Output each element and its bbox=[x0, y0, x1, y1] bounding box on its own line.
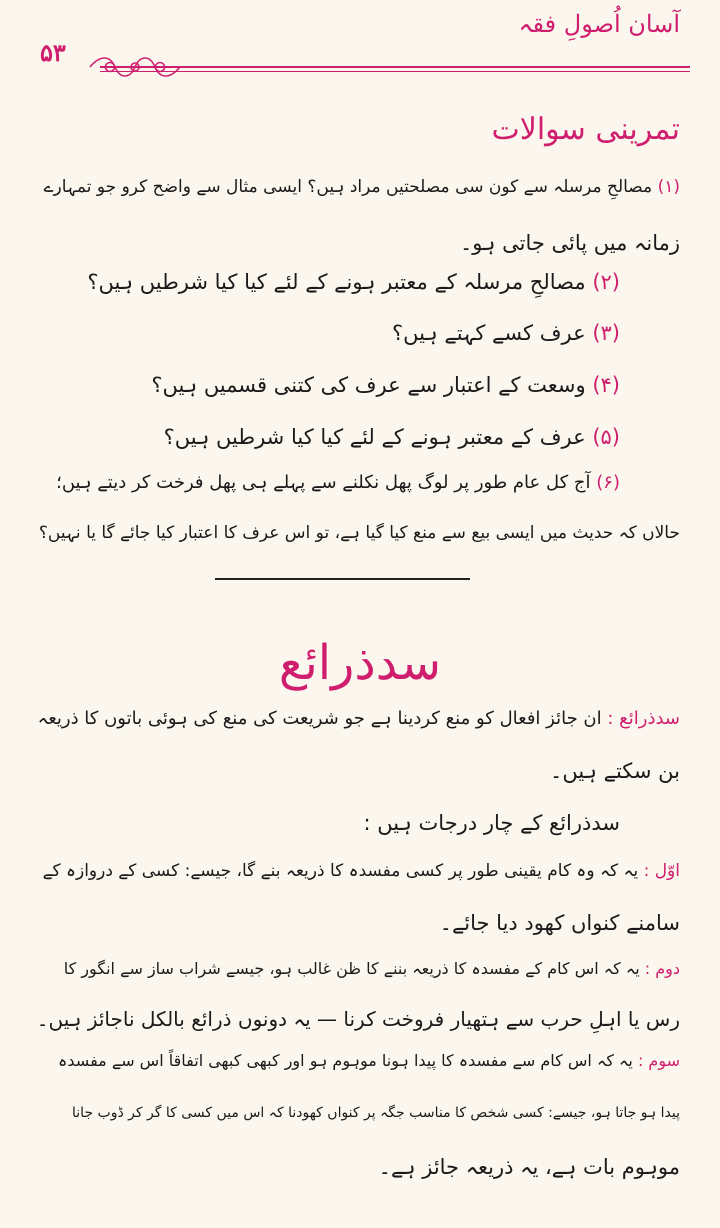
sadd-heading: سدذرائع bbox=[278, 635, 442, 691]
question-2 bbox=[36, 265, 620, 299]
question-6-line-1 bbox=[36, 466, 620, 500]
section-divider bbox=[215, 578, 470, 580]
third-level-line-2: پیدا ہو جاتا ہو، جیسے: کسی شخص کا مناسب جگہ پر کنواں کھودنا کہ اس میں کسی کا گر کر ڈوب جانا bbox=[72, 1105, 680, 1121]
question-6-number: (۶) bbox=[596, 472, 620, 493]
sadd-definition-label: سدذرائع : bbox=[607, 708, 680, 729]
first-level-text: یہ کہ وہ کام یقینی طور پر کسی مفسدہ کا ذریعہ بنے گا، جیسے: کسی کے دروازہ کے bbox=[42, 861, 639, 881]
third-level-line-3: موہوم بات ہے، یہ ذریعہ جائز ہے۔ bbox=[378, 1155, 680, 1179]
page-number: ۵۳ bbox=[40, 38, 66, 67]
question-5-number: (۵) bbox=[592, 425, 620, 449]
first-level-line-1 bbox=[36, 854, 680, 888]
header-rule bbox=[100, 66, 690, 72]
exercises-heading: تمرینی سوالات bbox=[491, 112, 680, 147]
question-2-text: مصالحِ مرسلہ کے معتبر ہونے کے لئے کیا کیا شرطیں ہیں؟ bbox=[87, 270, 586, 294]
header-ornament-icon bbox=[85, 52, 185, 82]
question-6-line-2: حالاں کہ حدیث میں ایسی بیع سے منع کیا گیا ہے، تو اس عرف کا اعتبار کیا جائے گا یا نہیں؟ bbox=[38, 523, 680, 543]
question-1-line-2: زمانہ میں پائی جاتی ہو۔ bbox=[460, 231, 680, 255]
question-3-number: (۳) bbox=[592, 321, 620, 345]
question-3-text: عرف کسے کہتے ہیں؟ bbox=[391, 321, 586, 345]
second-level-line-2: رس یا اہلِ حرب سے ہتھیار فروخت کرنا — یہ دونوں ذرائع بالکل ناجائز ہیں۔ bbox=[36, 1007, 680, 1031]
second-level-line-1 bbox=[36, 952, 680, 986]
question-1-number: (۱) bbox=[657, 177, 680, 197]
question-6-text: آج کل عام طور پر لوگ پھل نکلنے سے پہلے ہی پھل فرخت کر دیتے ہیں؛ bbox=[56, 472, 591, 493]
third-level-line-1 bbox=[36, 1044, 680, 1078]
second-level-label: دوم : bbox=[644, 959, 680, 978]
sadd-definition-line-1 bbox=[36, 702, 680, 736]
question-5 bbox=[36, 420, 620, 454]
question-3 bbox=[36, 316, 620, 350]
running-header-title: آسان اُصولِ فقہ bbox=[518, 10, 680, 38]
first-level-line-2: سامنے کنواں کھود دیا جائے۔ bbox=[439, 911, 680, 935]
first-level-label: اوّل : bbox=[643, 861, 680, 881]
question-5-text: عرف کے معتبر ہونے کے لئے کیا کیا شرطیں ہیں؟ bbox=[163, 425, 586, 449]
question-1-line-1 bbox=[36, 170, 680, 204]
question-1-text: مصالحِ مرسلہ سے کون سی مصلحتیں مراد ہیں؟ ایسی مثال سے واضح کرو جو تمہارے bbox=[43, 177, 653, 197]
second-level-text: یہ کہ اس کام کے مفسدہ کا ذریعہ بننے کا ظن غالب ہو، جیسے شراب ساز سے انگور کا bbox=[63, 959, 640, 978]
question-4-number: (۴) bbox=[592, 373, 620, 397]
sadd-levels-intro: سدذرائع کے چار درجات ہیں : bbox=[363, 811, 620, 835]
question-4 bbox=[36, 368, 620, 402]
third-level-label: سوم : bbox=[637, 1051, 680, 1070]
sadd-definition-line-2: بن سکتے ہیں۔ bbox=[550, 759, 680, 783]
question-2-number: (۲) bbox=[592, 270, 620, 294]
third-level-text: یہ کہ اس کام سے مفسدہ کا پیدا ہونا موہوم ہو اور کبھی کبھی اتفاقاً اس سے مفسدہ bbox=[58, 1051, 633, 1070]
sadd-definition-text: ان جائز افعال کو منع کردینا ہے جو شریعت کی منع کی ہوئی باتوں کا ذریعہ bbox=[37, 708, 602, 729]
question-4-text: وسعت کے اعتبار سے عرف کی کتنی قسمیں ہیں؟ bbox=[151, 373, 586, 397]
